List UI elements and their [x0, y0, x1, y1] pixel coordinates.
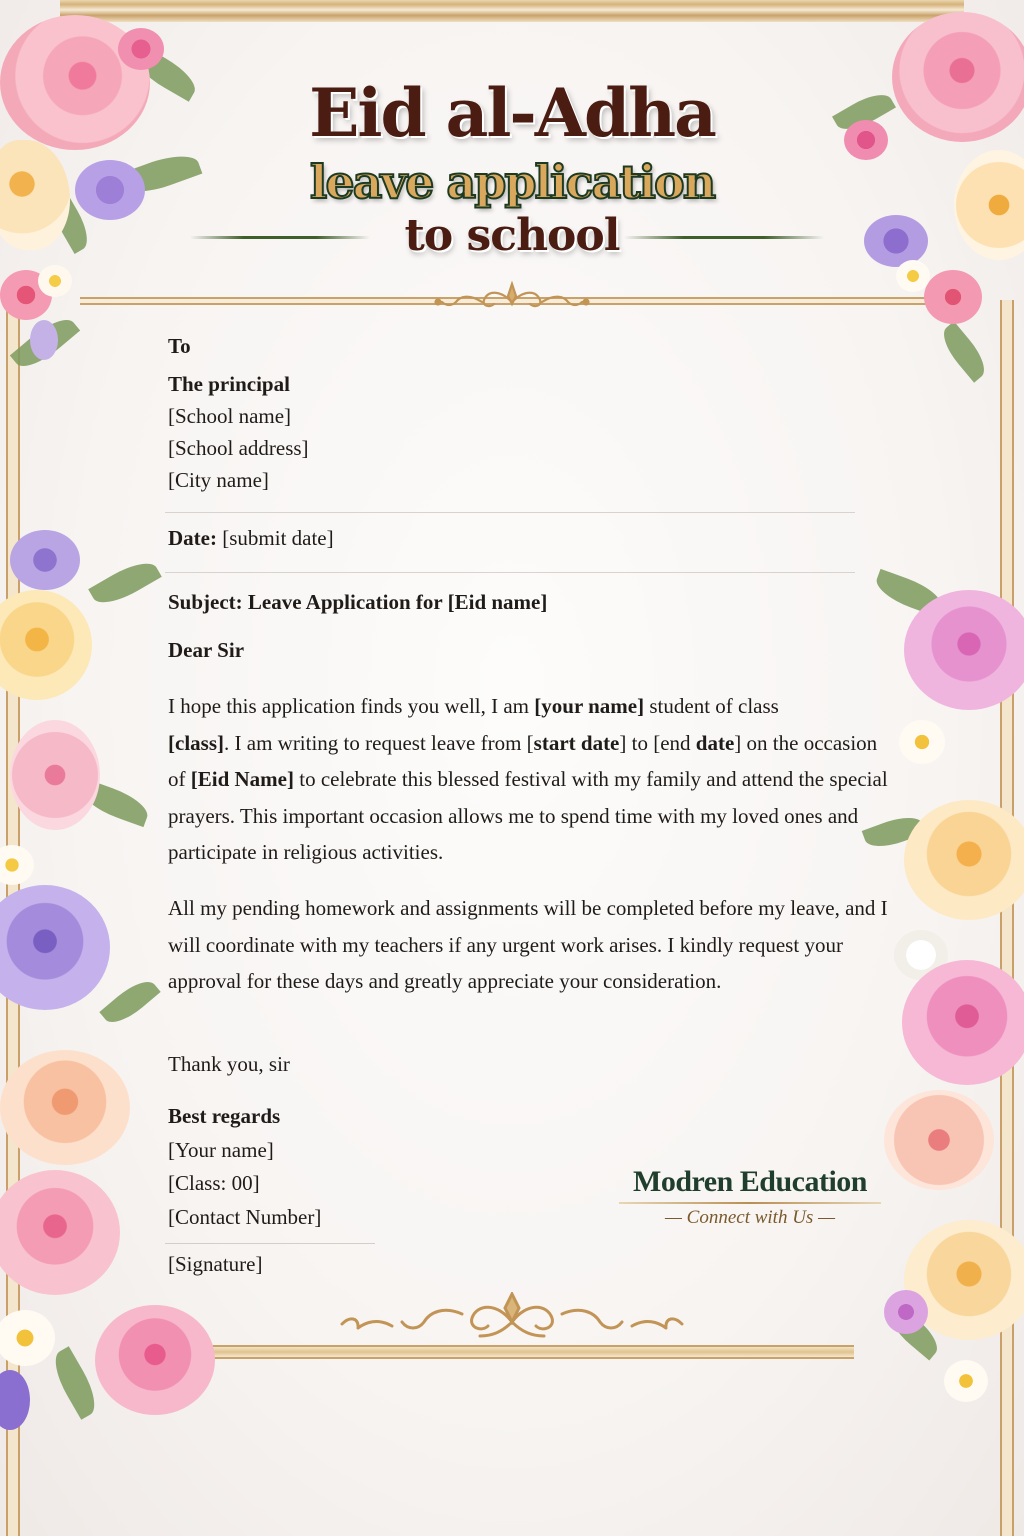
divider [165, 512, 855, 513]
page-title [0, 70, 1024, 266]
thanks-line: Thank you, sir [168, 1052, 290, 1076]
date-value: [submit date] [222, 526, 334, 550]
title-leave-application: leave application [309, 155, 715, 209]
text-run: ] to [end [619, 730, 696, 755]
gold-scroll-ornament-icon [412, 280, 612, 314]
blossom-icon [924, 270, 982, 324]
text-run: . I am writing to request leave from [ [224, 730, 534, 755]
eid-name-placeholder: [Eid Name] [190, 767, 294, 791]
school-name-placeholder: [School name] [168, 404, 292, 428]
start-date-placeholder: start date [533, 730, 620, 755]
title-eid-al-adha: Eid al-Adha [309, 74, 715, 152]
blossom-icon [118, 28, 164, 70]
end-date-placeholder: date [695, 730, 735, 755]
blossom-icon [30, 320, 58, 360]
blossom-icon [0, 1370, 30, 1430]
text-run: student of class [644, 694, 779, 718]
signature-placeholder: [Signature] [168, 1252, 263, 1276]
rose-icon [0, 1050, 130, 1165]
brand-tagline: — Connect with Us — [665, 1207, 835, 1228]
blossom-icon [884, 1290, 928, 1334]
city-name-placeholder: [City name] [168, 468, 269, 492]
school-address-placeholder: [School address] [168, 436, 309, 460]
text-run: ] on the occasion of [168, 730, 878, 791]
title-to-school: to school [404, 210, 620, 261]
blossom-icon [38, 265, 72, 297]
lily-icon [884, 1090, 994, 1190]
best-regards: Best regards [168, 1104, 281, 1128]
floral-left-column [0, 490, 170, 1536]
leaf-icon [88, 554, 162, 612]
class-placeholder: [class] [168, 730, 224, 755]
blossom-icon [944, 1360, 988, 1402]
rose-icon [902, 960, 1024, 1085]
leaf-icon [99, 974, 160, 1031]
subject-line: Subject: Leave Application for [Eid name] [168, 590, 548, 614]
body-paragraph-2: All my pending homework and assignments will be completed before my leave, and I will coordinate with my teachers if any urgent work arises. I kindly request your approval for these days and greatly appreciate your consideration. [168, 896, 888, 993]
contact-number-signoff: [Contact Number] [168, 1204, 322, 1229]
your-name-signoff: [Your name] [168, 1137, 274, 1162]
leaf-icon [936, 321, 993, 382]
blossom-icon [0, 1310, 55, 1366]
your-name-placeholder: [your name] [534, 694, 645, 718]
principal-label: The principal [168, 372, 290, 396]
lily-icon [10, 720, 100, 830]
title-left-rule [190, 236, 370, 239]
rose-icon [0, 590, 92, 700]
rose-icon [0, 885, 110, 1010]
blossom-icon [10, 530, 80, 590]
rose-icon [0, 1170, 120, 1295]
title-right-rule [624, 236, 824, 239]
rose-icon [904, 590, 1024, 710]
gold-scroll-ornament-icon [312, 1292, 712, 1348]
divider [165, 572, 855, 573]
signature-divider [165, 1243, 375, 1244]
text-run: I hope this application finds you well, I am [168, 694, 535, 718]
brand-block [615, 1162, 885, 1232]
brand-name: Modren Education [633, 1165, 867, 1198]
text-run: to celebrate this blessed festival with my family and attend the special prayers. This important occasion allows me to spend time with my loved ones and participate in religious activities. [168, 767, 888, 864]
to-label: To [168, 334, 191, 358]
class-signoff: [Class: 00] [168, 1171, 260, 1195]
salutation: Dear Sir [168, 638, 245, 662]
recipient-block [168, 330, 898, 496]
body-paragraph-1 [168, 688, 893, 871]
date-label: Date: [168, 526, 217, 550]
rose-icon [95, 1305, 215, 1415]
blossom-icon [0, 845, 34, 885]
blossom-icon [899, 720, 945, 764]
date-line [168, 522, 898, 554]
rose-icon [904, 800, 1024, 920]
